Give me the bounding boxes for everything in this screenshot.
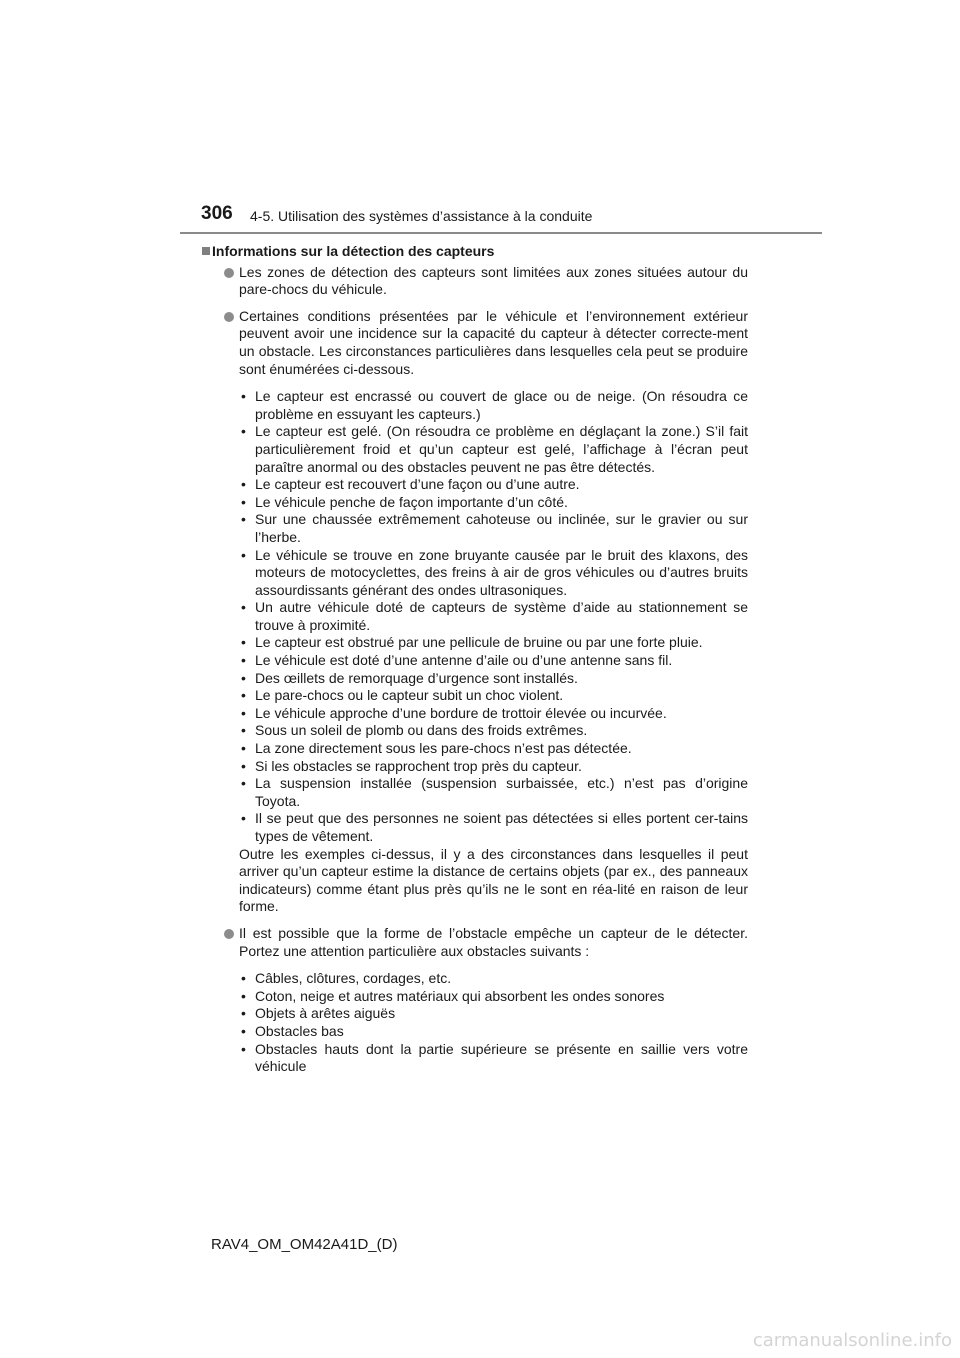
sub-list-item: • Câbles, clôtures, cordages, etc. — [239, 970, 748, 988]
page-number: 306 — [201, 203, 233, 224]
sub-list-item: • Le capteur est gelé. (On résoudra ce problème en déglaçant la zone.) S’il fait particulièrement froid et qu’un capteur est gelé, l’affichage à l’écran peut paraître anormal ou des obstacles peuvent ne pas être détectés. — [239, 423, 748, 476]
sub-list-item: • Coton, neige et autres matériaux qui absorbent les ondes sonores — [239, 988, 748, 1006]
sub-list-item: • Objets à arêtes aiguës — [239, 1005, 748, 1023]
sub-list — [239, 388, 748, 845]
circle-bullet-icon — [224, 268, 234, 278]
sub-list-item: • Il se peut que des personnes ne soient pas détectées si elles portent cer-tains types de vêtement. — [239, 810, 748, 845]
sub-list-item: • Le véhicule est doté d’une antenne d’aile ou d’une antenne sans fil. — [239, 652, 748, 670]
footer-code: RAV4_OM_OM42A41D_(D) — [211, 1236, 398, 1253]
sub-list-item: • Obstacles hauts dont la partie supérieure se présente en saillie vers votre véhicule — [239, 1041, 748, 1076]
sub-list-item: • Le véhicule se trouve en zone bruyante causée par le bruit des klaxons, des moteurs de motocyclettes, des freins à air de gros véhicules ou d’autres bruits assourdissants générant des ondes ultrasoniques. — [239, 547, 748, 600]
sub-list-item: • Des œillets de remorquage d’urgence sont installés. — [239, 670, 748, 688]
sub-list-item: • La zone directement sous les pare-chocs n’est pas détectée. — [239, 740, 748, 758]
section-heading — [212, 243, 748, 261]
bullet-item — [212, 925, 748, 1076]
watermark: carmanualsonline.info — [752, 1330, 952, 1351]
sub-list-item: • Le capteur est recouvert d’une façon ou d’une autre. — [239, 476, 748, 494]
header-divider — [180, 232, 822, 234]
sub-list-item: • Obstacles bas — [239, 1023, 748, 1041]
bullet-text: Certaines conditions présentées par le véhicule et l’environnement extérieur peuvent avoir une incidence sur la capacité du capteur à détecter correcte-ment un obstacle. Les circonstances particulières dans lesquelles cela peut se produire sont énumérées ci-dessous. — [239, 307, 748, 377]
main-content — [212, 243, 748, 1085]
bullet-item — [212, 308, 748, 916]
sub-list-item: • Un autre véhicule doté de capteurs de système d’aide au stationnement se trouve à proximité. — [239, 599, 748, 634]
sub-list-item: • Le véhicule approche d’une bordure de trottoir élevée ou incurvée. — [239, 705, 748, 723]
circle-bullet-icon — [224, 312, 234, 322]
section-title: Informations sur la détection des capteurs — [212, 243, 495, 259]
page-header — [0, 0, 960, 240]
follow-up-paragraph: Outre les exemples ci-dessus, il y a des circonstances dans lesquelles il peut arriver qu’un capteur estime la distance de certains objets (par ex., des panneaux indicateurs) comme étant plus près qu’ils ne le sont en réa-lité en raison de leur forme. — [239, 845, 748, 915]
sub-list-item: • Le capteur est obstrué par une pellicule de bruine ou par une forte pluie. — [239, 634, 748, 652]
bullet-text: Il est possible que la forme de l’obstacle empêche un capteur de le détecter. Portez une attention particulière aux obstacles suivants : — [239, 924, 748, 959]
circle-bullet-icon — [224, 929, 234, 939]
sub-list-item: • Sur une chaussée extrêmement cahoteuse ou inclinée, sur le gravier ou sur l’herbe. — [239, 511, 748, 546]
chapter-title: 4-5. Utilisation des systèmes d’assistance à la conduite — [250, 208, 593, 224]
sub-list-item: • La suspension installée (suspension surbaissée, etc.) n’est pas d’origine Toyota. — [239, 775, 748, 810]
square-bullet-icon — [202, 247, 210, 255]
sub-list-item: • Sous un soleil de plomb ou dans des froids extrêmes. — [239, 722, 748, 740]
sub-list — [239, 970, 748, 1076]
bullet-text: Les zones de détection des capteurs sont limitées aux zones situées autour du pare-chocs du véhicule. — [239, 263, 748, 298]
sub-list-item: • Si les obstacles se rapprochent trop près du capteur. — [239, 758, 748, 776]
sub-list-item: • Le véhicule penche de façon importante d’un côté. — [239, 494, 748, 512]
sub-list-item: • Le pare-chocs ou le capteur subit un choc violent. — [239, 687, 748, 705]
sub-list-item: • Le capteur est encrassé ou couvert de glace ou de neige. (On résoudra ce problème en essuyant les capteurs.) — [239, 388, 748, 423]
bullet-list — [212, 264, 748, 1076]
bullet-item — [212, 264, 748, 299]
